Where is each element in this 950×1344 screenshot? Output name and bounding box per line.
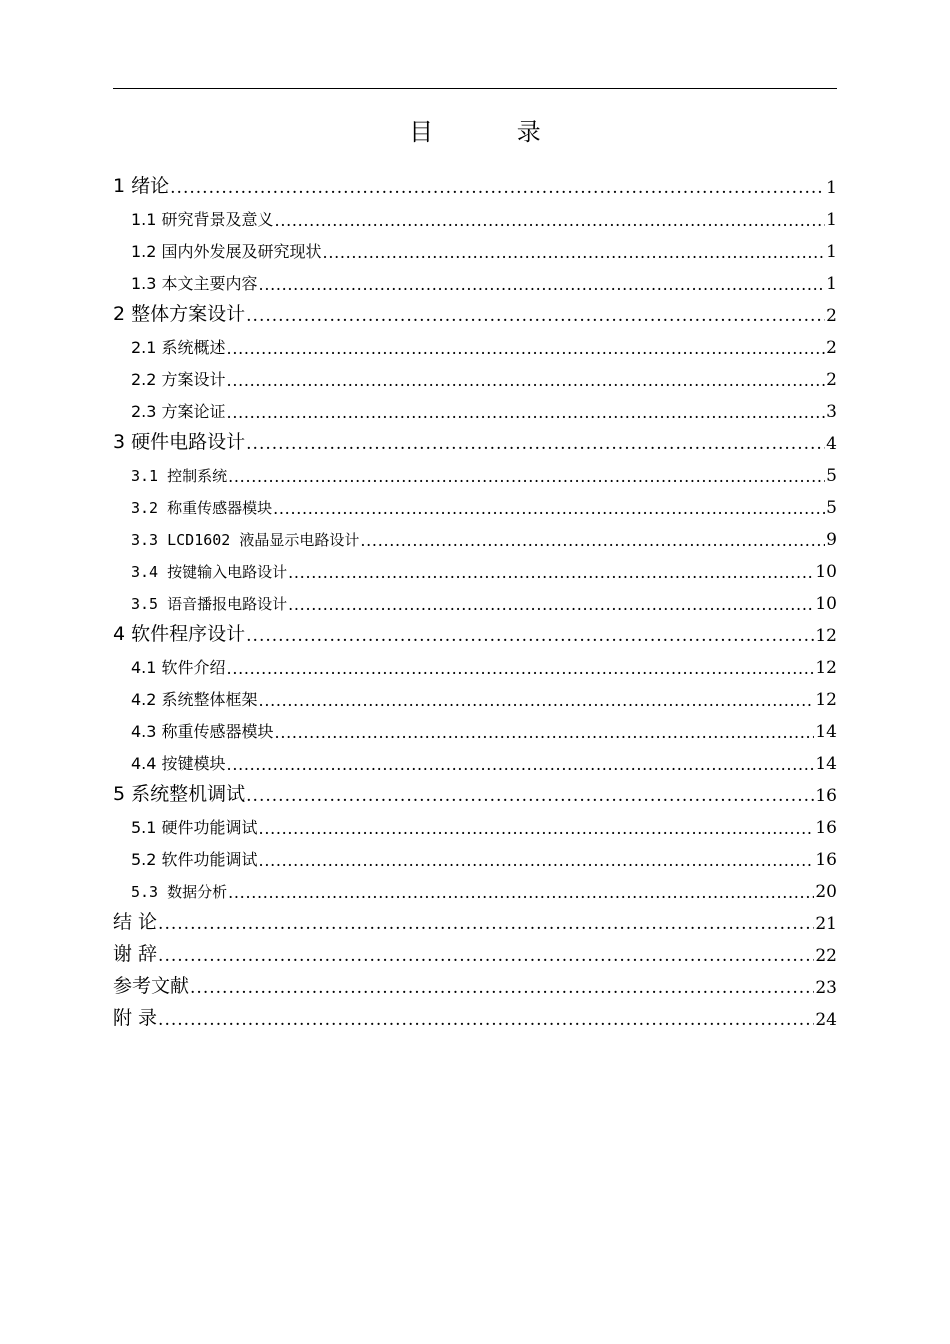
toc-entry-title: 3.4 按键输入电路设计: [131, 563, 288, 581]
dot-leader: [273, 499, 825, 518]
header-rule: [113, 88, 837, 89]
toc-entry[interactable]: [113, 742, 837, 774]
toc-entry-title: 谢 辞: [113, 943, 158, 965]
toc-entry-title: 5 系统整机调试: [113, 783, 246, 805]
toc-entry-page: 10: [815, 594, 837, 614]
toc-entry-page: 16: [815, 818, 837, 838]
toc-entry-page: 4: [826, 434, 837, 454]
toc-entry-title: 1.1 研究背景及意义: [131, 210, 274, 229]
dot-leader: [288, 595, 814, 614]
dot-leader: [246, 786, 814, 806]
dot-leader: [259, 851, 815, 870]
dot-leader: [158, 1010, 814, 1030]
toc-entry-title: 4.4 按键模块: [131, 754, 226, 773]
dot-leader: [246, 434, 825, 454]
toc-entry-title: 1 绪论: [113, 175, 170, 197]
toc-entry-title: 3.2 称重传感器模块: [131, 499, 273, 517]
toc-entry[interactable]: [113, 582, 837, 614]
toc-entry-page: 23: [815, 978, 837, 998]
toc-entry-page: 12: [815, 690, 837, 710]
toc-entry[interactable]: [113, 198, 837, 230]
dot-leader: [275, 723, 815, 742]
dot-leader: [227, 371, 826, 390]
dot-leader: [360, 531, 825, 550]
toc-entry-title: 5.2 软件功能调试: [131, 850, 258, 869]
toc-entry[interactable]: [113, 646, 837, 678]
dot-leader: [158, 914, 814, 934]
toc-entry[interactable]: [113, 166, 837, 198]
toc-entry-page: 12: [815, 658, 837, 678]
toc-entry-title: 2.1 系统概述: [131, 338, 226, 357]
toc-entry[interactable]: [113, 966, 837, 998]
dot-leader: [323, 243, 826, 262]
toc-entry[interactable]: [113, 838, 837, 870]
dot-leader: [227, 403, 826, 422]
toc-entry-page: 2: [826, 370, 837, 390]
toc-entry-page: 16: [815, 850, 837, 870]
toc-entry-page: 5: [826, 498, 837, 518]
toc-entry-page: 20: [815, 882, 837, 902]
dot-leader: [227, 755, 815, 774]
toc-entry-page: 3: [826, 402, 837, 422]
toc-entry-page: 14: [815, 754, 837, 774]
dot-leader: [190, 978, 814, 998]
toc-entry-title: 附 录: [113, 1007, 158, 1029]
dot-leader: [170, 178, 825, 198]
dot-leader: [259, 691, 815, 710]
toc-entry-page: 9: [826, 530, 837, 550]
toc-entry-title: 1.3 本文主要内容: [131, 274, 258, 293]
toc-entry-page: 1: [826, 242, 837, 262]
toc-entry[interactable]: [113, 934, 837, 966]
dot-leader: [259, 819, 815, 838]
toc-entry-page: 21: [815, 914, 837, 934]
dot-leader: [288, 563, 814, 582]
toc-entry-page: 10: [815, 562, 837, 582]
toc-entry[interactable]: [113, 358, 837, 390]
toc-entry[interactable]: [113, 454, 837, 486]
toc-title: 目 录: [409, 118, 579, 146]
toc-entry-title: 1.2 国内外发展及研究现状: [131, 242, 322, 261]
toc-entry[interactable]: [113, 710, 837, 742]
dot-leader: [228, 467, 825, 486]
toc-entry-page: 2: [826, 306, 837, 326]
toc-entry[interactable]: [113, 230, 837, 262]
toc-entry-title: 4.1 软件介绍: [131, 658, 226, 677]
toc-entry-page: 1: [826, 210, 837, 230]
toc-entry[interactable]: [113, 390, 837, 422]
toc-entry[interactable]: [113, 870, 837, 902]
toc-entry-page: 1: [826, 274, 837, 294]
dot-leader: [227, 339, 826, 358]
toc-entry-title: 3.1 控制系统: [131, 467, 228, 485]
dot-leader: [227, 659, 815, 678]
dot-leader: [275, 211, 826, 230]
toc-entry-title: 2 整体方案设计: [113, 303, 246, 325]
toc-entry[interactable]: [113, 678, 837, 710]
toc-entry[interactable]: [113, 326, 837, 358]
toc-list: [113, 166, 837, 1030]
dot-leader: [246, 306, 825, 326]
toc-entry[interactable]: [113, 422, 837, 454]
toc-entry-page: 22: [815, 946, 837, 966]
toc-entry-page: 24: [815, 1010, 837, 1030]
toc-entry-page: 5: [826, 466, 837, 486]
toc-entry-title: 参考文献: [113, 975, 190, 997]
toc-entry-page: 2: [826, 338, 837, 358]
toc-entry-title: 5.1 硬件功能调试: [131, 818, 258, 837]
toc-entry-page: 14: [815, 722, 837, 742]
toc-entry[interactable]: [113, 262, 837, 294]
toc-entry-page: 1: [826, 178, 837, 198]
toc-entry-page: 12: [815, 626, 837, 646]
toc-entry[interactable]: [113, 550, 837, 582]
toc-entry-title: 3.5 语音播报电路设计: [131, 595, 288, 613]
toc-entry-page: 16: [815, 786, 837, 806]
toc-entry[interactable]: [113, 806, 837, 838]
toc-entry-title: 4.3 称重传感器模块: [131, 722, 274, 741]
toc-entry-title: 3.3 LCD1602 液晶显示电路设计: [131, 531, 360, 549]
toc-entry[interactable]: [113, 486, 837, 518]
toc-entry-title: 2.3 方案论证: [131, 402, 226, 421]
toc-entry[interactable]: [113, 774, 837, 806]
toc-entry-title: 5.3 数据分析: [131, 883, 228, 901]
toc-entry-title: 3 硬件电路设计: [113, 431, 246, 453]
toc-entry[interactable]: [113, 614, 837, 646]
dot-leader: [259, 275, 826, 294]
toc-entry-title: 4.2 系统整体框架: [131, 690, 258, 709]
toc-entry-title: 结 论: [113, 911, 158, 933]
dot-leader: [228, 883, 814, 902]
toc-entry[interactable]: [113, 518, 837, 550]
toc-entry-title: 2.2 方案设计: [131, 370, 226, 389]
dot-leader: [158, 946, 814, 966]
dot-leader: [246, 626, 814, 646]
toc-entry[interactable]: [113, 998, 837, 1030]
toc-entry[interactable]: [113, 294, 837, 326]
toc-entry[interactable]: [113, 902, 837, 934]
toc-entry-title: 4 软件程序设计: [113, 623, 246, 645]
